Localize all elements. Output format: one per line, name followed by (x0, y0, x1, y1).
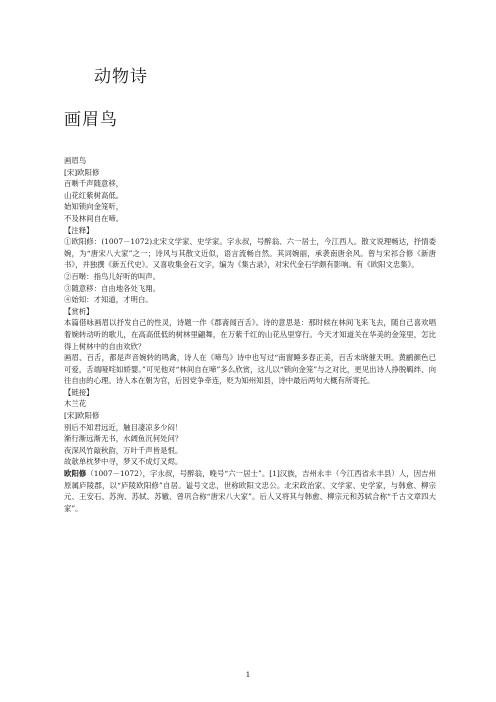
page-number: 1 (245, 670, 251, 679)
author-bio (64, 468, 436, 514)
link-poem-author: [宋]欧阳修 (64, 411, 100, 421)
link-header: 【链接】 (64, 387, 94, 397)
note-1: ①欧阳修：(1007－1072)北宋文学家、史学家。字永叔，号醉翁、六一居士，今江西人。散文说理畅达，抒情委婉，为“唐宋八大家”之一；诗风与其散文近似，语言流畅自然。其词婉丽，承袭南唐余风。曾与宋祁合修《新唐书》，并独撰《新五代史》。又喜收集金石文字，编为《集古录》，对宋代金石学颇有影响。有《欧阳文忠集》。 (64, 237, 436, 270)
link-poem-line: 别后不知君远近，触目凄凉多少闷！ (64, 422, 183, 432)
notes-header: 【注释】 (64, 225, 94, 235)
poem-line: 山花红紫树高低。 (64, 190, 124, 200)
link-poem-line: 故欹单枕梦中寻，梦又不成灯又烬。 (64, 457, 183, 467)
document-body (64, 155, 436, 514)
section-heading: 动物诗 (94, 67, 148, 87)
appreciation-header: 【赏析】 (64, 306, 94, 316)
poem-subtitle: 画眉鸟 (64, 110, 118, 130)
link-poem-title: 木兰花 (64, 399, 87, 409)
appreciation-paragraph-2: 画眉、百舌，都是声音婉转的鸣禽，诗人在《啼鸟》诗中也写过“南窗睡多春正美，百舌未晓催天明。黄鹂颜色已可爱，舌端哑咤如娇婴。”可见他对“林间自在啼”多么欣赏，这儿以“锁向金笼”与之对比，更见出诗人挣脱羁绊、向往自由的心理。诗人本在朝为官，后因党争牵连，贬为知州知县，诗中最后两句大概有所寄托。 (64, 353, 436, 386)
appreciation-paragraph-1: 本篇借咏画眉以抒发自己的性灵，诗题一作《郡斋闻百舌》。诗的意思是：那时候在林间飞来飞去，随自己喜欢唱着婉转动听的歌儿，在高高低低的树林里翩舞，在万紫千红的山花丛里穿行。今天才知道关在华美的金笼里，怎比得上树林中的自由欢欣？ (64, 318, 436, 351)
author-bio-text: （1007－1072），字永叔，号醉翁，晚号“六一居士”。[1]汉族，吉州永丰（今江西省永丰县）人，因吉州原属庐陵郡，以“庐陵欧阳修”自居。谥号文忠，世称欧阳文忠公。北宋政治家、文学家、史学家，与韩愈、柳宗元、王安石、苏洵、苏轼、苏辙、曾巩合称“唐宋八大家”。后人又将其与韩愈、柳宗元和苏轼合称“千古文章四大家”。 (64, 469, 436, 513)
note-2: ②百啭：指鸟儿好听的叫声。 (64, 271, 161, 281)
link-poem-line: 夜深风竹敲秋韵，万叶千声皆是恨。 (64, 445, 183, 455)
author-bio-name: 欧阳修 (64, 469, 87, 479)
poem-title: 画眉鸟 (64, 156, 87, 165)
poem-line: 不及林间自在啼。 (64, 213, 124, 223)
note-4: ④始知：才知道，才明白。 (64, 295, 153, 305)
note-3: ③随意移：自由地各处飞翔。 (64, 283, 161, 293)
poem-line: 始知锁向金笼听， (64, 202, 124, 212)
poem-line: 百啭千声随意移， (64, 179, 124, 189)
poem-author: [宋]欧阳修 (64, 167, 100, 177)
link-poem-line: 渐行渐远渐无书，水阔鱼沉何处问？ (64, 434, 183, 444)
